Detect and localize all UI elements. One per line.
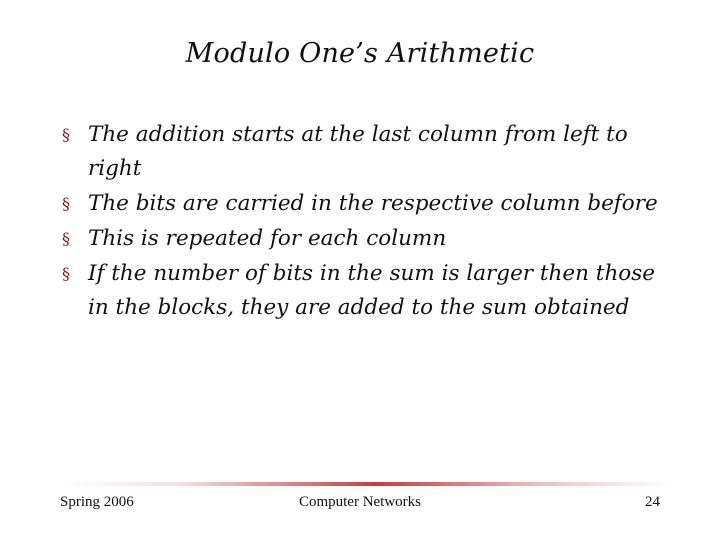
bullet-text: This is repeated for each column <box>88 226 447 251</box>
bullet-item <box>62 118 672 186</box>
bullet-marker-icon: § <box>62 194 70 213</box>
bullet-text: The bits are carried in the respective column before <box>88 191 658 216</box>
bullet-item <box>62 222 672 256</box>
bullet-text: If the number of bits in the sum is larger then those in the blocks, they are added to the sum obtained <box>88 261 655 320</box>
slide-number: 24 <box>645 494 660 510</box>
bullet-marker-icon: § <box>62 264 70 283</box>
bullet-item <box>62 187 672 221</box>
footer-course: Computer Networks <box>298 494 422 510</box>
footer-date: Spring 2006 <box>60 494 134 510</box>
bullet-item <box>62 257 672 325</box>
bullet-marker-icon: § <box>62 229 70 248</box>
slide-title: Modulo One’s Arithmetic <box>185 38 535 69</box>
bullet-text: The addition starts at the last column from left to right <box>88 122 628 181</box>
bullet-marker-icon: § <box>62 125 70 144</box>
bullet-list <box>62 118 672 326</box>
footer-divider <box>60 482 670 486</box>
